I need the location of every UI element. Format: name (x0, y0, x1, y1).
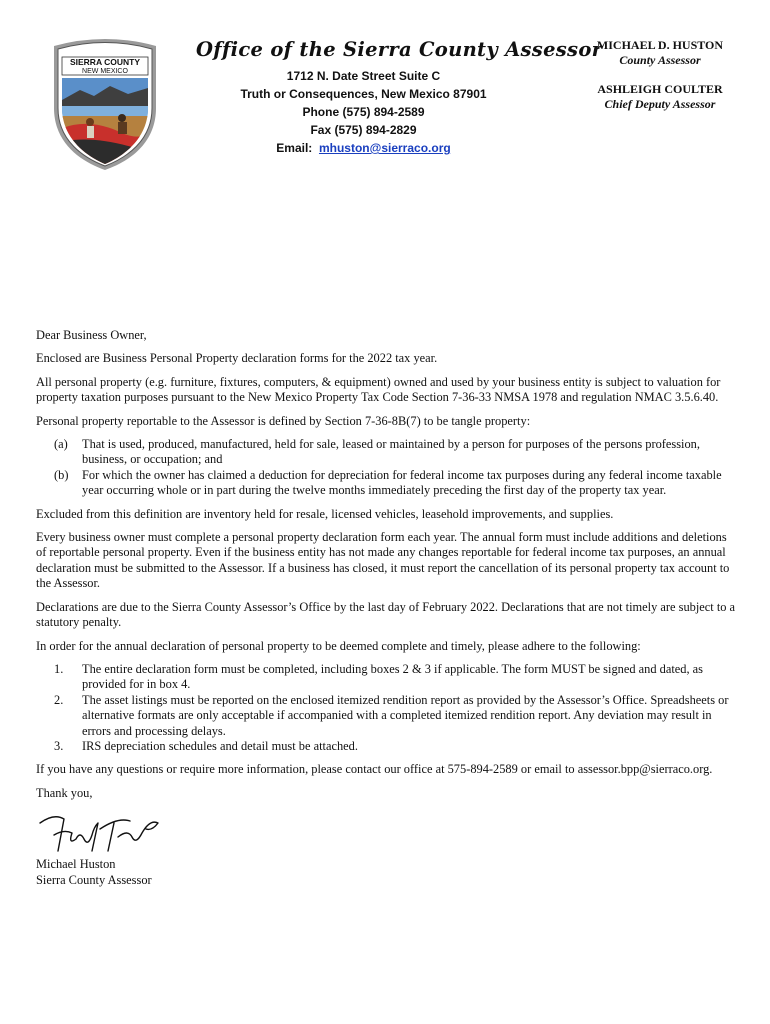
paragraph-definition: Personal property reportable to the Assessor is defined by Section 7-36-8B(7) to be tangle property: (36, 413, 531, 428)
list-item (36, 437, 736, 468)
list-marker: (b) (54, 467, 69, 482)
email-line (196, 139, 531, 157)
paragraph-instructions: In order for the annual declaration of personal property to be deemed complete and timely, please adhere to the following: (36, 638, 641, 653)
list-item-text: That is used, produced, manufactured, held for sale, leased or maintained by a person for purposes of the persons profession, business, or occupation; and (82, 437, 700, 467)
phone-line: Phone (575) 894-2589 (302, 105, 425, 119)
official-title: Chief Deputy Assessor (604, 97, 716, 111)
list-marker: 2. (54, 692, 64, 707)
city-line: Truth or Consequences, New Mexico 87901 (240, 87, 487, 101)
list-item (36, 468, 736, 499)
official-name: MICHAEL D. HUSTON (596, 38, 724, 52)
requirements-list (36, 662, 736, 754)
paragraph-valuation: All personal property (e.g. furniture, fixtures, computers, & equipment) owned and used by your business entity is subject to valuation for property taxation purposes pursuant to the New Mexico Property Tax Code Section 7-36-33 NMSA 1978 and regulation NMAC 3.5.6.40. (36, 374, 721, 405)
address-line: 1712 N. Date Street Suite C (286, 69, 441, 83)
list-marker: (a) (54, 437, 68, 452)
list-item (36, 739, 736, 754)
signature-icon (34, 809, 164, 857)
official-name: ASHLEIGH COULTER (597, 82, 723, 96)
list-item (36, 693, 736, 739)
seal-bottom-text: NEW MEXICO (82, 68, 128, 75)
sierra-county-seal-icon (50, 38, 160, 170)
letter-body (36, 328, 736, 888)
list-item (36, 662, 736, 693)
address-block (196, 67, 531, 157)
paragraph-contact: If you have any questions or require more information, please contact our office at 575-894-2589 or email to assessor.bpp@sierraco.org. (36, 762, 713, 777)
official-title: County Assessor (619, 53, 701, 67)
paragraph-annual-form: Every business owner must complete a personal property declaration form each year. The annual form must include additions and deletions of reportable personal property. Even if the business entity has not made any changes reportable for federal income tax purposes, an annual declaration must be submitted to the Assessor. If a business has closed, it must report the cancellation of its personal property tax account to the Assessor. (36, 530, 730, 591)
closing: Thank you, (36, 785, 93, 800)
paragraph-due-date: Declarations are due to the Sierra County Assessor’s Office by the last day of February 2022. Declarations that are not timely are subject to a statutory penalty. (36, 599, 736, 630)
email-link[interactable]: mhuston@sierraco.org (318, 141, 451, 155)
list-item-text: The entire declaration form must be completed, including boxes 2 & 3 if applicable. The form MUST be signed and dated, as provided for in box 4. (82, 661, 703, 692)
paragraph-intro: Enclosed are Business Personal Property declaration forms for the 2022 tax year. (36, 351, 438, 366)
email-label: Email: (276, 141, 313, 155)
list-item-text: IRS depreciation schedules and detail must be attached. (82, 738, 358, 753)
signer-title: Sierra County Assessor (36, 872, 152, 887)
signer-name: Michael Huston (36, 857, 116, 872)
seal-top-text: SIERRA COUNTY (69, 57, 141, 67)
paragraph-exclusions: Excluded from this definition are inventory held for resale, licensed vehicles, leasehold improvements, and supplies. (36, 506, 614, 521)
list-marker: 1. (54, 661, 64, 676)
list-marker: 3. (54, 738, 64, 753)
salutation: Dear Business Owner, (36, 328, 147, 342)
criteria-list (36, 437, 736, 499)
officials-block (580, 38, 740, 112)
office-title: Office of the Sierra County Assessor (196, 38, 603, 61)
fax-line: Fax (575) 894-2829 (310, 123, 417, 137)
list-item-text: For which the owner has claimed a deduction for depreciation for federal income tax purposes during any federal income taxable year occurring whole or in part during the twelve months immediately preceding the first day of the property tax year. (82, 467, 722, 498)
list-item-text: The asset listings must be reported on the enclosed itemized rendition report as provided by the Assessor’s Office. Spreadsheets or alternative formats are only acceptable if accompanied with a completed itemized rendition report. Any deviation may result in errors and processing delays. (82, 692, 729, 738)
